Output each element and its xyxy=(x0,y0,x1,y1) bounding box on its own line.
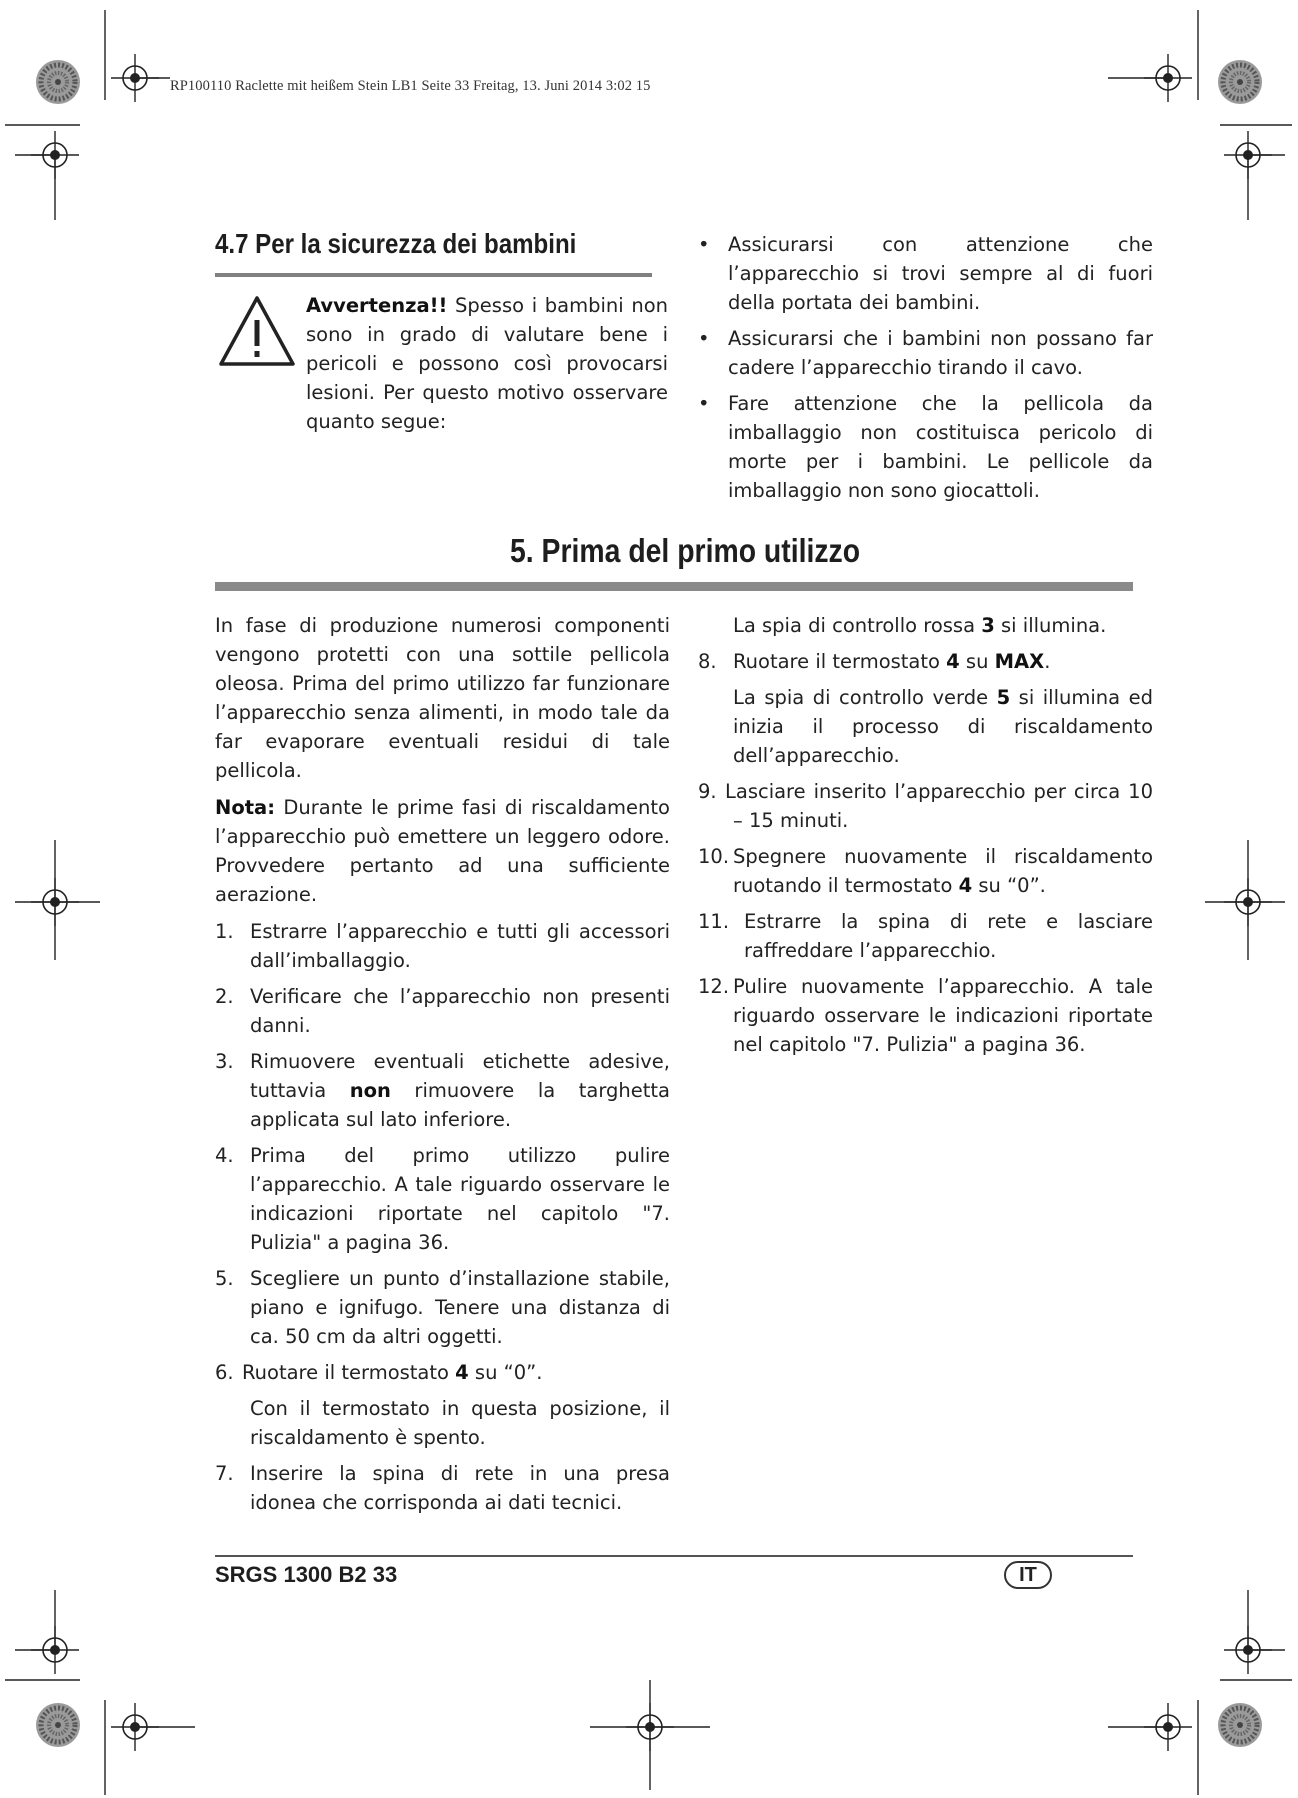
step-number: 2. xyxy=(215,985,234,1008)
child-safety-bullet-list xyxy=(698,230,1153,512)
bullet-icon: • xyxy=(698,327,710,350)
note-label: Nota: xyxy=(215,796,275,819)
note-paragraph xyxy=(215,793,670,909)
footer-rule xyxy=(215,1555,1133,1557)
step-number: 12. xyxy=(698,975,730,998)
list-item xyxy=(698,324,1153,382)
step-text: Verificare che l’apparecchio non presenti danni. xyxy=(250,985,670,1037)
step-text-part: Ruotare il termostato xyxy=(733,650,947,673)
step-text-part: si illumina. xyxy=(994,614,1107,637)
step-number: 9. xyxy=(698,780,717,803)
color-wheel-mark-bottom-left xyxy=(36,1703,80,1747)
step-text: Pulire nuovamente l’apparecchio. A tale riguardo osservare le indicazioni riportate nel capitolo "7. Pulizia" a pagina 36. xyxy=(733,975,1153,1056)
step-text: Prima del primo utilizzo pulire l’apparecchio. A tale riguardo osservare le indicazioni riportate nel capitolo "7. Pulizia" a pagina 36. xyxy=(250,1144,670,1254)
heading-underline xyxy=(215,273,652,277)
step-emphasis: 5 xyxy=(996,686,1011,709)
bullet-text: Fare attenzione che la pellicola da imballaggio non costituisca pericolo di morte per i bambini. Le pellicole da imballaggio non sono giocattoli. xyxy=(728,392,1153,502)
step-text-part: su “0”. xyxy=(972,874,1046,897)
step-text-part: Ruotare il termostato xyxy=(242,1361,456,1384)
step-3 xyxy=(215,1047,670,1134)
step-number: 1. xyxy=(215,920,234,943)
step-text-part: su “0”. xyxy=(468,1361,543,1384)
step-12 xyxy=(698,972,1153,1059)
intro-paragraph: In fase di produzione numerosi componenti vengono protetti con una sottile pellicola oleosa. Prima del primo utilizzo far funzionare l’apparecchio senza alimenti, in modo tale da far evaporare eventuali residui di tale pellicola. xyxy=(215,614,670,782)
step-5 xyxy=(215,1264,670,1351)
step-text-part: rimuovere la targhetta applicata sul lato inferiore. xyxy=(250,1079,670,1131)
list-item xyxy=(698,230,1153,317)
step-number: 8. xyxy=(698,650,717,673)
step-11 xyxy=(698,907,1153,965)
step-emphasis: non xyxy=(349,1079,391,1102)
bullet-text: Assicurarsi che i bambini non possano far cadere l’apparecchio tirando il cavo. xyxy=(728,327,1153,379)
step-number: 11. xyxy=(698,910,730,933)
step-8 xyxy=(698,647,1153,676)
footer-model-page: SRGS 1300 B2 33 xyxy=(215,1562,398,1587)
step-emphasis: 4 xyxy=(946,650,960,673)
bullet-text: Assicurarsi con attenzione che l’apparecchio si trovi sempre al di fuori della portata dei bambini. xyxy=(728,233,1153,314)
step-emphasis: MAX xyxy=(994,650,1045,673)
step-text: Estrarre la spina di rete e lasciare raffreddare l’apparecchio. xyxy=(744,910,1153,962)
step-1 xyxy=(215,917,670,975)
step-text: Estrarre l’apparecchio e tutti gli accessori dall’imballaggio. xyxy=(250,920,670,972)
step-text: Inserire la spina di rete in una presa idonea che corrisponda ai dati tecnici. xyxy=(250,1462,670,1514)
color-wheel-mark-bottom-right xyxy=(1218,1703,1262,1747)
step-number: 7. xyxy=(215,1462,234,1485)
color-wheel-mark-top-left xyxy=(36,60,80,104)
step-7-note xyxy=(698,611,1153,640)
note-text: Durante le prime fasi di riscaldamento l’apparecchio può emettere un leggero odore. Provvedere pertanto ad una sufficiente aerazione. xyxy=(215,796,670,906)
right-column xyxy=(698,611,1153,1066)
step-emphasis: 3 xyxy=(981,614,995,637)
step-8-note xyxy=(698,683,1153,770)
section-divider xyxy=(215,582,1133,591)
step-text: Lasciare inserito l’apparecchio per circa 10 – 15 minuti. xyxy=(725,780,1153,832)
step-number: 4. xyxy=(215,1144,234,1167)
step-number: 6. xyxy=(215,1361,234,1384)
step-10 xyxy=(698,842,1153,900)
section-heading-4-7: 4.7 Per la sicurezza dei bambini xyxy=(215,228,577,259)
step-9 xyxy=(698,777,1153,835)
language-badge: IT xyxy=(1004,1561,1052,1589)
step-text xyxy=(733,647,1153,676)
step-text xyxy=(250,1047,670,1134)
step-number: 5. xyxy=(215,1267,234,1290)
bullet-icon: • xyxy=(698,233,710,256)
step-2 xyxy=(215,982,670,1040)
warning-triangle-icon xyxy=(218,294,296,368)
step-emphasis: 4 xyxy=(455,1361,469,1384)
step-text-part: si illumina ed inizia il processo di riscaldamento dell’apparecchio. xyxy=(733,686,1153,767)
step-text xyxy=(242,1358,670,1387)
bullet-icon: • xyxy=(698,392,710,415)
step-text-part: La spia di controllo verde xyxy=(733,686,997,709)
step-number: 3. xyxy=(215,1050,234,1073)
step-text-part: La spia di controllo rossa xyxy=(733,614,982,637)
step-text-part: . xyxy=(1044,650,1051,673)
color-wheel-mark-top-right xyxy=(1218,60,1262,104)
step-emphasis: 4 xyxy=(958,874,973,897)
step-text xyxy=(733,842,1153,900)
step-number: 10. xyxy=(698,845,730,868)
step-text-part: Rimuovere eventuali etichette adesive, tuttavia xyxy=(250,1050,670,1102)
step-6-note: Con il termostato in questa posizione, il riscaldamento è spento. xyxy=(250,1397,670,1449)
warning-text xyxy=(306,291,668,436)
warning-label: Avvertenza!! xyxy=(306,294,448,317)
step-4 xyxy=(215,1141,670,1257)
warning-body: Spesso i bambini non sono in grado di valutare bene i pericoli e possono così provocarsi lesioni. Per questo motivo osservare quanto segue: xyxy=(306,294,668,433)
step-text-part: Spegnere nuovamente il riscaldamento ruotando il termostato xyxy=(733,845,1153,897)
step-7 xyxy=(215,1459,670,1517)
step-text: Scegliere un punto d’installazione stabile, piano e ignifugo. Tenere una distanza di ca. 50 cm da altri oggetti. xyxy=(250,1267,670,1348)
step-text-part: su xyxy=(959,650,995,673)
section-heading-5: 5. Prima del primo utilizzo xyxy=(510,532,861,569)
list-item xyxy=(698,389,1153,505)
print-slug-line: RP100110 Raclette mit heißem Stein LB1 Seite 33 Freitag, 13. Juni 2014 3:02 15 xyxy=(170,78,651,94)
left-column xyxy=(215,611,670,1524)
step-6 xyxy=(215,1358,670,1387)
